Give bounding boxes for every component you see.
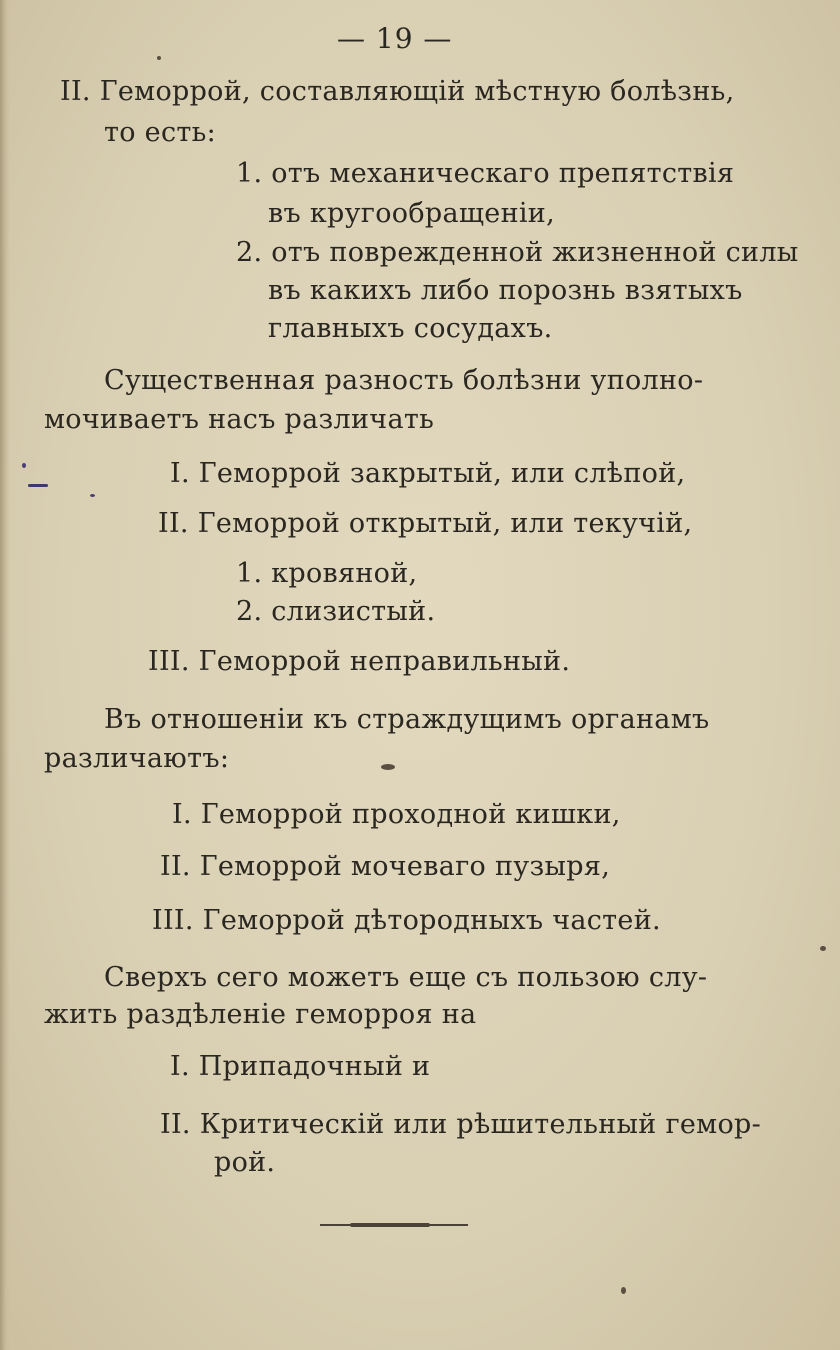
ink-speck [22,463,26,468]
text-line: Сверхъ сего можетъ еще съ пользою слу- [104,962,708,993]
text-line: III. Геморрой дѣтородныхъ частей. [152,905,661,936]
text-line: Въ отношеніи къ страждущимъ органамъ [104,704,710,735]
ink-speck [820,946,826,951]
text-line: то есть: [104,117,217,148]
text-line: 2. слизистый. [236,596,436,627]
text-line: 2. отъ поврежденной жизненной силы [236,237,799,268]
text-line: въ какихъ либо порознь взятыхъ [268,275,743,306]
text-line: III. Геморрой неправильный. [148,646,571,677]
text-line: I. Геморрой закрытый, или слѣпой, [170,458,686,489]
text-line: 1. кровяной, [236,558,418,589]
text-line: II. Геморрой, составляющій мѣстную болѣзнь, [60,76,735,107]
text-line: въ кругообращеніи, [268,198,555,229]
text-line: Существенная разность болѣзни уполно- [104,365,704,396]
text-line: мочиваетъ насъ различать [44,404,435,435]
text-line: главныхъ сосудахъ. [268,313,553,344]
text-line: различаютъ: [44,743,230,774]
text-line: II. Геморрой открытый, или текучій, [158,508,693,539]
text-line: I. Геморрой проходной кишки, [172,799,621,830]
ink-mark [28,484,48,487]
section-end-rule [320,1224,468,1226]
text-line: II. Геморрой мочеваго пузыря, [160,851,611,882]
text-line: рой. [214,1147,276,1178]
text-line: I. Припадочный и [170,1051,431,1082]
page-spine-shadow [0,0,10,1350]
ink-speck [621,1287,626,1294]
text-line: 1. отъ механическаго препятствія [236,158,735,189]
ink-speck [90,494,95,497]
ink-speck [157,56,161,60]
text-line: II. Критическій или рѣшительный гемор- [160,1109,762,1140]
ink-speck [381,764,395,770]
page-number: — 19 — [337,22,453,55]
text-line: жить раздѣленіе геморроя на [44,999,477,1030]
